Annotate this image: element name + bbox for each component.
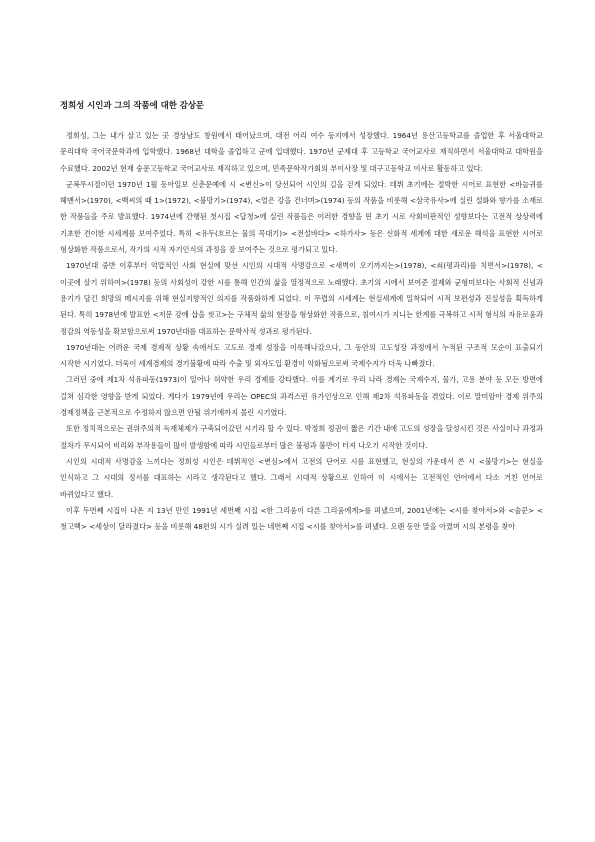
document-page: [60, 100, 543, 535]
paragraph-political-context: 또한 정치적으로는 권위주의적 독재체제가 구축되어갔던 시기라 할 수 있다. 박정희 정권이 짧은 기간 내에 고도의 성장을 달성시킨 것은 사실이나 과정과 절차가 무시되어 비리와 부작용들이 많이 발생함에 따라 시민들로부터 많은 불평과 불만이 터져 나오기 시작한 것이다.: [60, 424, 543, 450]
paragraph-later-collections: 이후 두번째 시집이 나온 지 13년 만인 1991년 세번째 시집 <한 그리움이 다른 그리움에게>를 펴냈으며, 2001년에는 <시를 찾아서>와 <술꾼> <첫고백> <세상이 달라졌다> 등을 비롯해 48편의 시가 실려 있는 네번째 시집 <시를 찾아서>를 펴냈다. 오랜 동안 말을 아꼈며 시의 본령을 찾아: [60, 505, 543, 532]
paragraph-biography: 정희성, 그는 내가 살고 있는 곳 경상남도 창원에서 태어났으며, 대전 어리 여수 등지에서 성장했다. 1964년 용산고등학교를 졸업한 후 서울대학교 문리대학 국어국문학과에 입학했다. 1968년 대학을 졸업하고 군에 입대했다. 1970년 군제대 후 고등학교 국어교사로 재직하면서 서울대학교 대학원을 수료했다. 2002년 현재 숭문고등학교 국어교사로 재직하고 있으며, 민족문학작가회의 부이사장 및 대구고등학교 이사로 활동하고 있다.: [60, 131, 543, 173]
paragraph-1970s-works: 1970년대 중반 이후부터 억압적인 사회 현실에 맞선 시인의 시대적 사명감으로 <새벽이 오기까지는>(1978), <쇠(평과리)를 치면서>(1978), <이곳에 살기 위하여>(1978) 등의 사회성이 강한 시를 통해 인간의 삶을 열정적으로 노래했다. 초기의 시에서 보여준 절제와 균형미보다는 사회적 신념과 용기가 담긴 희망의 메시지를 위해 현실지향적인 의지를 작품화하게 되었다. 이 무렵의 시세계는 현실세계에 밀착되어 시적 보편성과 진실성을 획득하게 된다. 특히 1978년에 발표한 <저문 강에 삽을 씻고>는 구체적 삶의 현장을 형상화한 작품으로, 침여시가 지니는 한계를 극복하고 시적 형식의 자유로움과 정감의 역동성을 확보함으로써 1970년대를 대표하는 문학사적 성과로 평가된다.: [60, 261, 543, 336]
paragraph-early-works: 군복무시절이던 1970년 1월 동아일보 신춘문예에 시 <변신>이 당선되어 시인의 길을 걷게 되었다. 데뷔 초기에는 절박한 시어로 표현한 <바늘귀를 헤맨서>(1970), <백씨의 때 1>(1972), <불망기>(1974), <얼은 강을 건너며>(1974) 등의 작품을 비롯해 <삼국유사>에 실린 설화와 향가를 소재로 한 작품들을 주로 발표했다. 1974년에 간행된 첫시집 <답청>에 실린 작품들은 이러한 경향을 띤 초기 시로 사회비판적인 성향보다는 고전적 상상력에 기초한 견이한 시세계를 보여주었다. 특히 <유두(흐르는 물의 꼭대기)> <전설바다> <하가사> 등은 신화적 세계에 대한 새로운 해석을 표현한 시어로 형상화한 작품으로서, 작가의 시적 자기인식의 과정을 잘 보여주는 것으로 평가되고 있다.: [60, 179, 543, 255]
paragraph-oil-shock: 그러던 중에 제1차 석유파동(1973)이 일어나 허약한 우리 경제를 강타했다. 이를 계기로 우리 나라 경제는 국제수지, 물가, 고용 분야 등 모든 방면에 걸쳐 심각한 영향을 받게 되었다. 게다가 1979년에 우리는 OPEC의 과격스런 유가인상으로 인해 제2차 석유파동을 겪었다. 이로 말미암아 경제 위주의 경제정책을 근본적으로 수정하지 않으면 안될 위기에까지 몰린 시기였다.: [60, 375, 543, 418]
paragraph-economic-context: 1970년대는 어려운 국제 경제적 상황 속에서도 고도로 경제 성장을 이룩해나갔으나, 그 동안의 고도성장 과정에서 누적된 구조적 모순이 표출되기 시작한 시기였다. 더욱이 세계경제의 경기불황에 따라 수출 및 외자도입 환경이 악화됨으로써 국제수지가 더욱 나빠졌다.: [60, 342, 543, 369]
paragraph-sense-of-mission: 시인의 시대적 사명감을 느끼다는 정희성 시인은 데뷔적인 <변심>에서 고전의 단어로 시를 표현했고, 현실의 가운데서 쓴 시 <불망기>는 현실을 인식하고 그 시대의 정서를 대표하는 시라고 생각된다고 했다. 그래서 시대적 상황으로 인하여 이 시에서는 고전적인 언어에서 다소 거친 언어로 바뀌었다고 했다.: [60, 456, 543, 499]
document-title: 정희성 시인과 그의 작품에 대한 감상문: [60, 100, 205, 110]
